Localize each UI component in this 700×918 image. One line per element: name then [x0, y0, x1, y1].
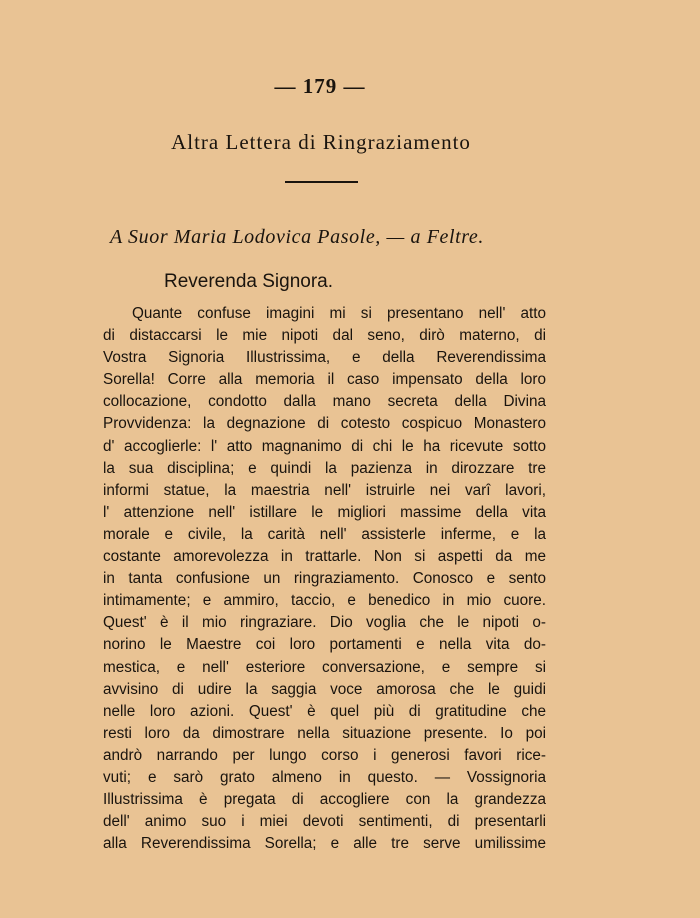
body-line: Illustrissima è pregata di accogliere con la grandezza	[103, 791, 546, 809]
body-line: nelle loro azioni. Quest' è quel più di gratitudine che	[103, 702, 546, 720]
body-line: l' attenzione nell' istillare le migliori massime della vita	[103, 503, 546, 521]
heading-divider	[285, 181, 358, 183]
body-line: dell' animo suo i miei devoti sentimenti, di presentarli	[103, 813, 546, 831]
body-line: mestica, e nell' esteriore conversazione, e sempre si	[103, 658, 546, 676]
letter-body	[103, 303, 546, 855]
body-line: Vostra Signoria Illustrissima, e della Reverendissima	[103, 349, 546, 367]
body-line: in tanta confusione un ringraziamento. Conosco e sento	[103, 570, 546, 588]
body-line: informi statue, la maestria nell' istruirle nei varî lavori,	[103, 481, 546, 499]
body-line: resti loro da dimostrare nella situazione presente. Io poi	[103, 724, 546, 742]
letter-heading: Altra Lettera di Ringraziamento	[171, 130, 471, 154]
body-line: costante amorevolezza in trattarle. Non si aspetti da me	[103, 548, 546, 566]
page-number: — 179 —	[274, 74, 366, 98]
body-line: andrò narrando per lungo corso i generosi favori rice-	[103, 746, 546, 764]
body-line: Quante confuse imagini mi si presentano nell' atto	[132, 305, 546, 322]
body-line: collocazione, condotto dalla mano secreta della Divina	[103, 393, 546, 411]
letter-salutation: Reverenda Signora.	[164, 271, 333, 292]
body-line: alla Reverendissima Sorella; e alle tre serve umilissime	[103, 835, 546, 853]
body-line: Quest' è il mio ringraziare. Dio voglia che le nipoti o-	[103, 614, 546, 632]
body-line: norino le Maestre coi loro portamenti e nella vita do-	[103, 636, 546, 654]
body-line: Provvidenza: la degnazione di cotesto cospicuo Monastero	[103, 415, 546, 433]
body-line: morale e civile, la carità nell' assisterle inferme, e la	[103, 525, 546, 543]
body-line: Sorella! Corre alla memoria il caso impensato della loro	[103, 371, 546, 389]
body-line: la sua disciplina; e quindi la pazienza in dirozzare tre	[103, 459, 546, 477]
body-line: di distaccarsi le mie nipoti dal seno, dirò materno, di	[103, 327, 546, 345]
body-line: d' accoglierle: l' atto magnanimo di chi le ha ricevute sotto	[103, 437, 546, 455]
body-line: avvisino di udire la saggia voce amorosa che le guidi	[103, 680, 546, 698]
body-line: vuti; e sarò grato almeno in questo. — Vossignoria	[103, 768, 546, 786]
body-line: intimamente; e ammiro, taccio, e benedico in mio cuore.	[103, 592, 546, 610]
letter-recipient: A Suor Maria Lodovica Pasole, — a Feltre.	[110, 226, 485, 248]
